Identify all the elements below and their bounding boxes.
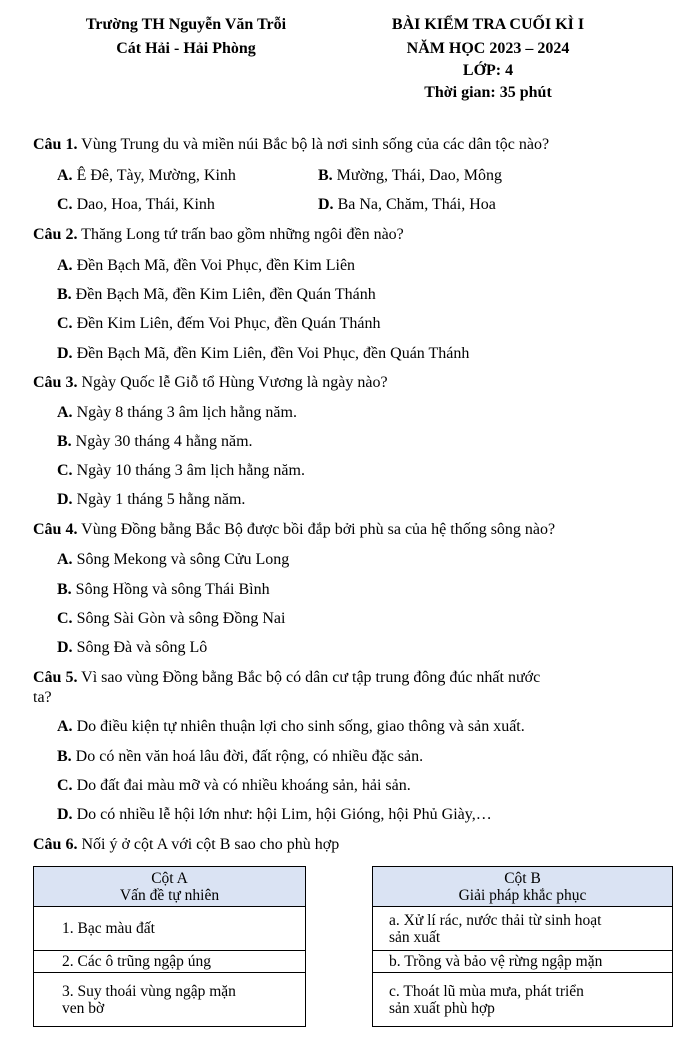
question-2 [33,225,404,245]
option-letter: B. [318,167,333,184]
option-text: Do có nền văn hoá lâu đời, đất rộng, có nhiều đặc sản. [75,748,424,765]
column-b-row-a [373,907,673,951]
option-letter: D. [57,491,73,508]
option-text: Sông Đà và sông Lô [76,639,208,656]
option-1b [318,166,502,186]
option-5a [57,717,525,737]
row-text: b. Trồng và bảo vệ rừng ngập mặn [389,953,603,970]
option-letter: C. [57,777,73,794]
question-text: Thăng Long tứ trấn bao gồm những ngôi đền nào? [81,226,404,243]
option-text: Mường, Thái, Dao, Mông [336,167,502,184]
option-letter: A. [57,551,73,568]
option-letter: A. [57,257,73,274]
column-b-header [373,867,673,907]
column-a-row-3 [34,973,306,1027]
option-3d [57,490,245,510]
option-1a [57,166,236,186]
column-b-row-b [373,951,673,973]
option-letter: D. [57,806,73,823]
option-letter: B. [57,748,72,765]
option-1c [57,195,215,215]
option-letter: B. [57,433,72,450]
row-text: 1. Bạc màu đất [62,920,155,937]
question-text: Nối ý ở cột A với cột B sao cho phù hợp [81,836,340,853]
option-text: Sông Sài Gòn và sông Đồng Nai [76,610,286,627]
option-text: Ngày 30 tháng 4 hằng năm. [75,433,253,450]
option-text: Dao, Hoa, Thái, Kinh [76,196,215,213]
column-b-table [372,866,673,1027]
option-text: Đền Bạch Mã, đền Kim Liên, đền Voi Phục, đền Quán Thánh [76,345,470,362]
option-letter: B. [57,581,72,598]
option-2b [57,285,376,305]
option-3a [57,403,297,423]
question-number: Câu 1. [33,136,78,153]
question-1 [33,135,549,155]
question-text: Ngày Quốc lễ Giỗ tổ Hùng Vương là ngày nào? [81,374,388,391]
option-text: Do có nhiều lễ hội lớn như: hội Lim, hội Gióng, hội Phủ Giày,… [76,806,492,823]
column-a-table [33,866,306,1027]
option-3c [57,461,305,481]
option-letter: A. [57,718,73,735]
grade: LỚP: 4 [462,62,514,79]
option-letter: D. [318,196,334,213]
option-4d [57,638,207,658]
option-text: Do điều kiện tự nhiên thuận lợi cho sinh sống, giao thông và sản xuất. [76,718,525,735]
option-2c [57,314,381,334]
option-text: Đền Kim Liên, đếm Voi Phục, đền Quán Thánh [76,315,381,332]
option-5c [57,776,411,796]
question-text: Vùng Trung du và miền núi Bắc bộ là nơi sinh sống của các dân tộc nào? [81,136,550,153]
option-letter: D. [57,639,73,656]
option-text: Ngày 10 tháng 3 âm lịch hằng năm. [76,462,305,479]
option-1d [318,195,496,215]
option-4b [57,580,270,600]
option-3b [57,432,253,452]
exam-title: BÀI KIỂM TRA CUỐI KÌ I [391,16,585,33]
option-4c [57,609,285,629]
school-location: Cát Hải - Hải Phòng [116,40,256,57]
option-text: Ngày 8 tháng 3 âm lịch hằng năm. [76,404,297,421]
option-2a [57,256,355,276]
column-b-title: Cột B [504,869,541,887]
column-a-subtitle: Vấn đề tự nhiên [119,886,220,904]
option-text: Ngày 1 tháng 5 hằng năm. [76,491,246,508]
option-text: Do đất đai màu mỡ và có nhiều khoáng sản, hải sản. [76,777,411,794]
question-number: Câu 4. [33,521,78,538]
question-number: Câu 2. [33,226,78,243]
question-number: Câu 3. [33,374,78,391]
column-a-title: Cột A [151,869,188,887]
option-letter: A. [57,404,73,421]
row-text: 2. Các ô trũng ngập úng [62,953,211,970]
option-text: Ba Na, Chăm, Thái, Hoa [337,196,496,213]
row-text: 3. Suy thoái vùng ngập mặn [62,982,236,1000]
option-letter: D. [57,345,73,362]
row-text-continued: sản xuất [389,928,441,946]
row-text-continued: sản xuất phù hợp [389,999,495,1017]
question-6 [33,835,339,855]
option-2d [57,344,469,364]
row-text-continued: ven bờ [62,999,105,1017]
question-5-continued: ta? [33,689,52,706]
option-5d [57,805,492,825]
option-letter: C. [57,610,73,627]
option-letter: C. [57,196,73,213]
option-letter: C. [57,462,73,479]
row-text: a. Xử lí rác, nước thải từ sinh hoạt [389,911,602,929]
school-year: NĂM HỌC 2023 – 2024 [406,40,570,57]
question-4 [33,520,555,540]
option-letter: C. [57,315,73,332]
row-text: c. Thoát lũ mùa mưa, phát triển [389,982,584,1000]
school-name: Trường TH Nguyễn Văn Trỗi [85,16,287,33]
question-number: Câu 5. [33,669,78,686]
option-letter: B. [57,286,72,303]
question-5 [33,668,540,688]
column-a-row-2 [34,951,306,973]
option-letter: A. [57,167,73,184]
option-text: Đền Bạch Mã, đền Kim Liên, đền Quán Thánh [75,286,376,303]
option-text: Sông Hồng và sông Thái Bình [75,581,270,598]
question-number: Câu 6. [33,836,78,853]
question-3 [33,373,388,393]
option-5b [57,747,423,767]
column-a-row-1 [34,907,306,951]
column-b-subtitle: Giải pháp khắc phục [458,886,587,904]
option-4a [57,550,289,570]
question-text: Vì sao vùng Đồng bằng Bắc bộ có dân cư tập trung đông đúc nhất nước [81,669,541,686]
option-text: Ê Đê, Tày, Mường, Kinh [76,167,236,184]
option-text: Sông Mekong và sông Cửu Long [76,551,290,568]
column-b-row-c [373,973,673,1027]
option-text: Đền Bạch Mã, đền Voi Phục, đền Kim Liên [76,257,356,274]
column-a-header [34,867,306,907]
duration: Thời gian: 35 phút [424,84,552,101]
question-text: Vùng Đồng bằng Bắc Bộ được bồi đắp bởi phù sa của hệ thống sông nào? [81,521,556,538]
